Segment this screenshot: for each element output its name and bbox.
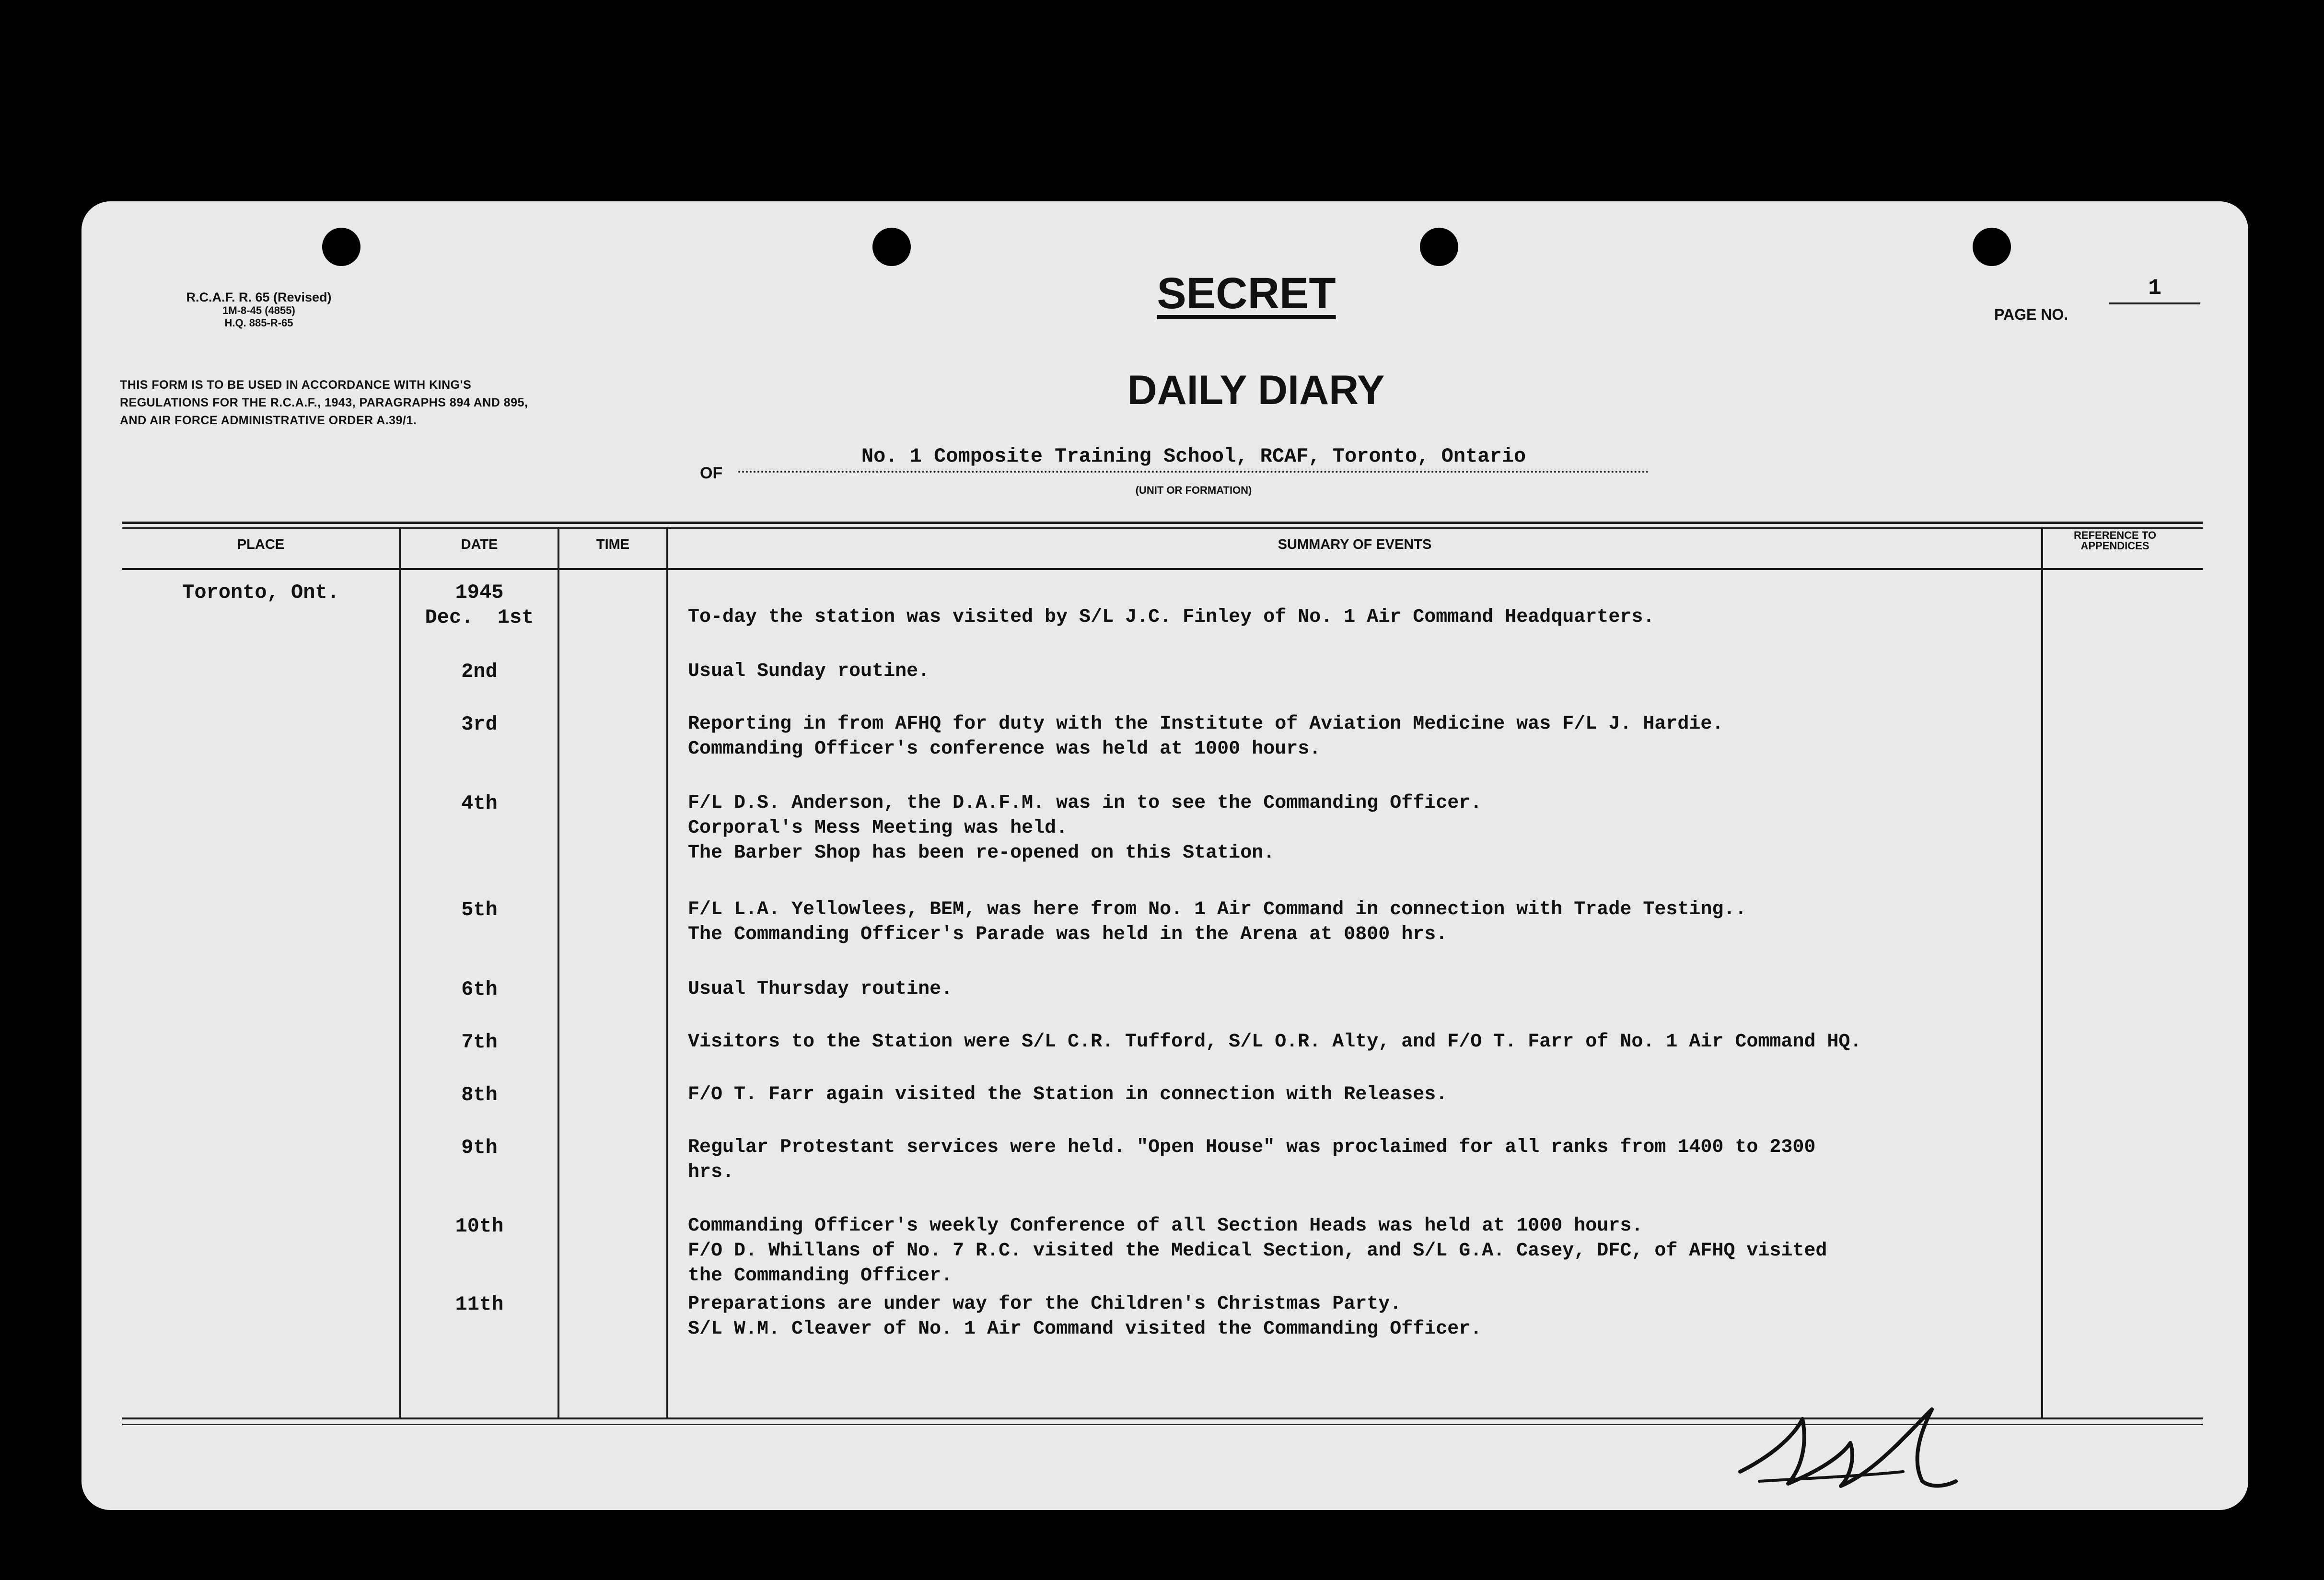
entry-text-dec-11: Preparations are under way for the Children's Christmas Party. S/L W.M. Cleaver of No. 1 Air Command visited the Commanding Officer. bbox=[688, 1293, 1482, 1340]
entry-text-dec-5: F/L L.A. Yellowlees, BEM, was here from No. 1 Air Command in connection with Trade Testing.. The Commanding Officer's Parade was held in the Arena at 0800 hrs. bbox=[688, 899, 1747, 945]
entry-text-dec-6: Usual Thursday routine. bbox=[688, 978, 953, 1000]
entry-date-dec-10: 10th bbox=[455, 1215, 504, 1238]
entry-date-dec-8: 8th bbox=[461, 1083, 498, 1106]
of-label: OF bbox=[700, 464, 723, 482]
header-bottom-rule bbox=[122, 568, 2203, 570]
column-header-summary: SUMMARY OF EVENTS bbox=[1278, 537, 1432, 552]
entry-date-dec-2: 2nd bbox=[461, 660, 498, 683]
entry-date-dec-5: 5th bbox=[461, 898, 498, 921]
table-top-rule-2 bbox=[122, 527, 2203, 529]
entry-date-dec-3: 3rd bbox=[461, 713, 498, 736]
form-identifier bbox=[134, 290, 383, 329]
punch-hole bbox=[322, 228, 360, 266]
unit-name: No. 1 Composite Training School, RCAF, Toronto, Ontario bbox=[738, 445, 1649, 473]
column-header-time: TIME bbox=[596, 537, 630, 552]
entry-date-dec-1: 1945 Dec. 1st bbox=[425, 581, 534, 629]
entry-text-dec-3: Reporting in from AFHQ for duty with the Institute of Aviation Medicine was F/L J. Hardie. Commanding Officer's conference was held at 1000 hours. bbox=[688, 713, 1724, 760]
column-header-date: DATE bbox=[461, 537, 498, 552]
handwritten-initials bbox=[1731, 1400, 1980, 1500]
page-number-label: PAGE NO. bbox=[1994, 306, 2068, 323]
entry-date-dec-7: 7th bbox=[461, 1031, 498, 1054]
form-instructions: THIS FORM IS TO BE USED IN ACCORDANCE WITH KING'S REGULATIONS FOR THE R.C.A.F., 1943, PARAGRAPHS 894 AND 895, AND AIR FORCE ADMINISTRATIVE ORDER A.39/1. bbox=[120, 378, 528, 427]
entry-text-dec-10: Commanding Officer's weekly Conference of all Section Heads was held at 1000 hours. F/O D. Whillans of No. 7 R.C. visited the Medical Section, and S/L G.A. Casey, DFC, of AFHQ visited the Commanding Officer. bbox=[688, 1215, 1827, 1287]
entry-text-dec-7: Visitors to the Station were S/L C.R. Tufford, S/L O.R. Alty, and F/O T. Farr of No. 1 Air Command HQ. bbox=[688, 1031, 1862, 1053]
punch-hole bbox=[1420, 228, 1458, 266]
diary-form bbox=[81, 201, 2248, 1510]
form-print-code: 1M-8-45 (4855) bbox=[222, 304, 295, 316]
classification-heading: SECRET bbox=[1157, 269, 1336, 318]
entry-place: Toronto, Ont. bbox=[182, 581, 339, 604]
entry-text-dec-1: To-day the station was visited by S/L J.C. Finley of No. 1 Air Command Headquarters. bbox=[688, 606, 1655, 628]
column-header-place: PLACE bbox=[237, 537, 285, 552]
entry-text-dec-2: Usual Sunday routine. bbox=[688, 661, 930, 682]
entry-date-dec-9: 9th bbox=[461, 1136, 498, 1159]
entry-text-dec-9: Regular Protestant services were held. "Open House" was proclaimed for all ranks from 1400 to 2300 hrs. bbox=[688, 1137, 1816, 1183]
form-hq-code: H.Q. 885-R-65 bbox=[224, 317, 293, 329]
column-divider bbox=[666, 527, 668, 1419]
entry-date-dec-11: 11th bbox=[455, 1293, 504, 1316]
entry-text-dec-4: F/L D.S. Anderson, the D.A.F.M. was in to see the Commanding Officer. Corporal's Mess Meeting was held. The Barber Shop has been re-opened on this Station. bbox=[688, 792, 1482, 864]
column-divider bbox=[558, 527, 559, 1419]
punch-hole bbox=[872, 228, 911, 266]
column-header-reference: REFERENCE TO APPENDICES bbox=[2074, 529, 2156, 552]
page-number-value: 1 bbox=[2109, 276, 2200, 304]
form-number: R.C.A.F. R. 65 (Revised) bbox=[186, 290, 332, 304]
entry-date-dec-4: 4th bbox=[461, 792, 498, 815]
unit-caption: (UNIT OR FORMATION) bbox=[1135, 484, 1252, 496]
punch-hole bbox=[1973, 228, 2011, 266]
table-top-rule bbox=[122, 522, 2203, 524]
form-title: DAILY DIARY bbox=[1127, 367, 1385, 413]
entry-date-dec-6: 6th bbox=[461, 978, 498, 1001]
entry-text-dec-8: F/O T. Farr again visited the Station in connection with Releases. bbox=[688, 1084, 1448, 1105]
